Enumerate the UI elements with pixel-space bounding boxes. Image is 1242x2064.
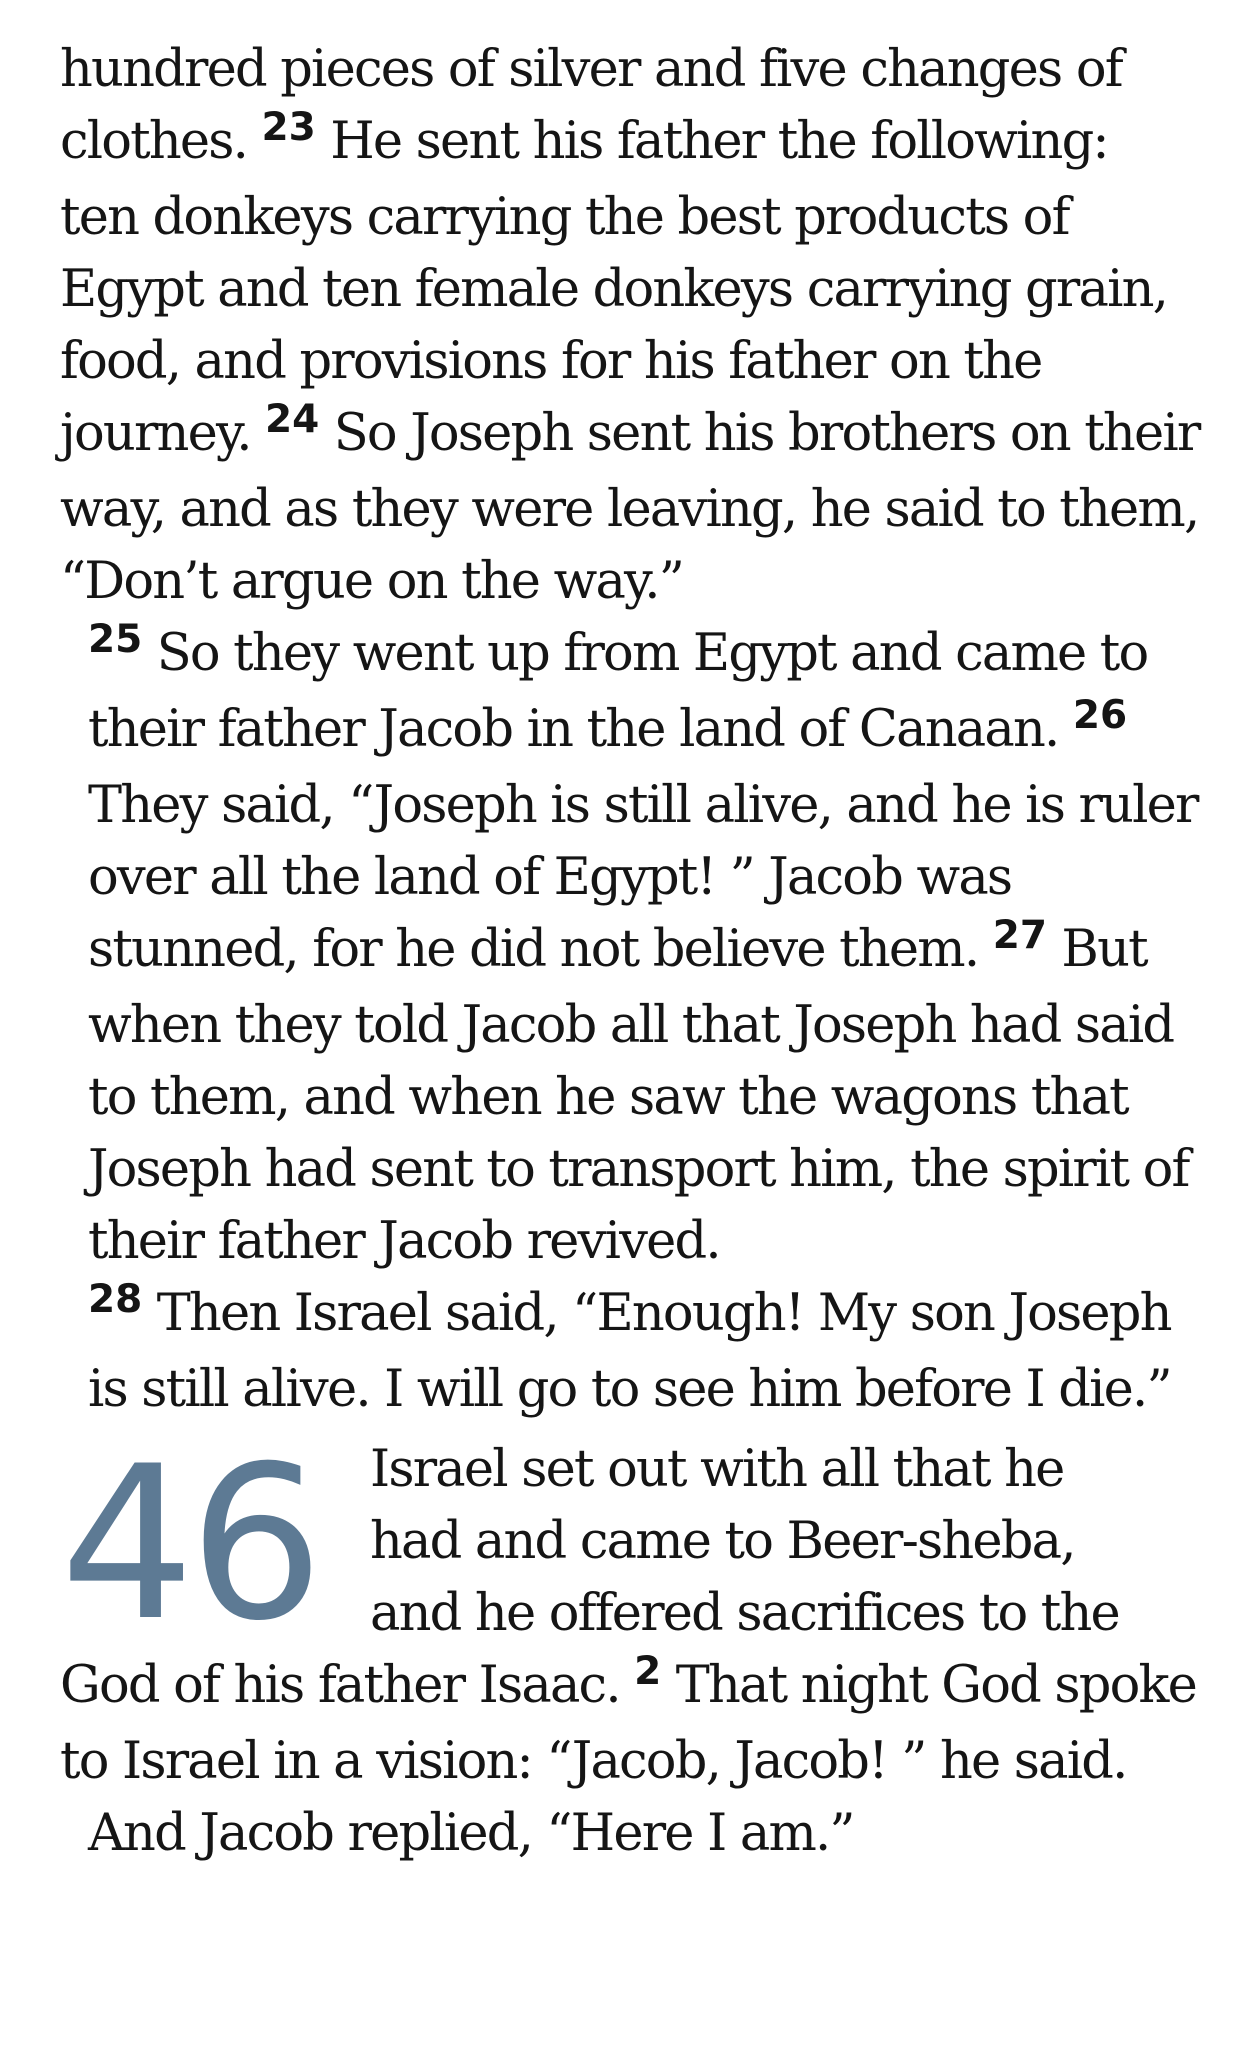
paragraph (60, 34, 1200, 618)
verse-number[interactable]: 27 (992, 913, 1047, 958)
verse-number[interactable]: 28 (88, 1277, 143, 1322)
verse-number[interactable]: 26 (1072, 693, 1128, 738)
verse-number[interactable]: 2 (634, 1649, 662, 1694)
verse-text: So they went up from Egypt and came to their father Jacob in the land of Canaan. (88, 624, 1148, 759)
paragraph (60, 618, 1200, 1278)
chapter-number[interactable]: 46 (60, 1420, 318, 1667)
verse-number[interactable]: 23 (261, 105, 316, 150)
verse-text: Then Israel said, “Enough! My son Joseph is still alive. I will go to see him before I die.” (88, 1284, 1171, 1419)
paragraph (60, 1798, 1200, 1870)
verse-text: That night God spoke to Israel in a vision: “Jacob, Jacob! ” he said. (60, 1656, 1196, 1791)
verse-text: God of his father Isaac. (60, 1656, 620, 1715)
paragraph (60, 1278, 1200, 1426)
verse-text: had and came to Beer-sheba, (370, 1512, 1075, 1571)
verse-text: And Jacob replied, “Here I am.” (88, 1804, 854, 1863)
verse-number[interactable]: 25 (88, 617, 143, 662)
chapter-opening (60, 1420, 1200, 1667)
verse-text: Israel set out with all that he (370, 1440, 1064, 1499)
verse-text: He sent his father the following: ten donkeys carrying the best products of Egypt and ten female donkeys carrying grain, food, and provisions for his father on the journey. (60, 112, 1168, 463)
verse-text: So Joseph sent his brothers on their way, and as they were leaving, he said to them, “Don’t argue on the way.” (60, 404, 1200, 611)
verse-text: They said, “Joseph is still alive, and he is ruler over all the land of Egypt! ” Jacob was stunned, for he did not believe them. (88, 776, 1198, 979)
verse-number[interactable]: 24 (265, 397, 320, 442)
verse-text: and he offered sacrifices to the (370, 1584, 1119, 1643)
verse-text: hundred pieces of silver and five changes of clothes. (60, 40, 1122, 171)
verse-text: But when they told Jacob all that Joseph had said to them, and when he saw the wagons that Joseph had sent to transport him, the spirit of their father Jacob revived. (88, 920, 1189, 1271)
paragraph (60, 1650, 1200, 1798)
chapter-first-lines (370, 1434, 1200, 1650)
scripture-reader (60, 34, 1200, 1870)
